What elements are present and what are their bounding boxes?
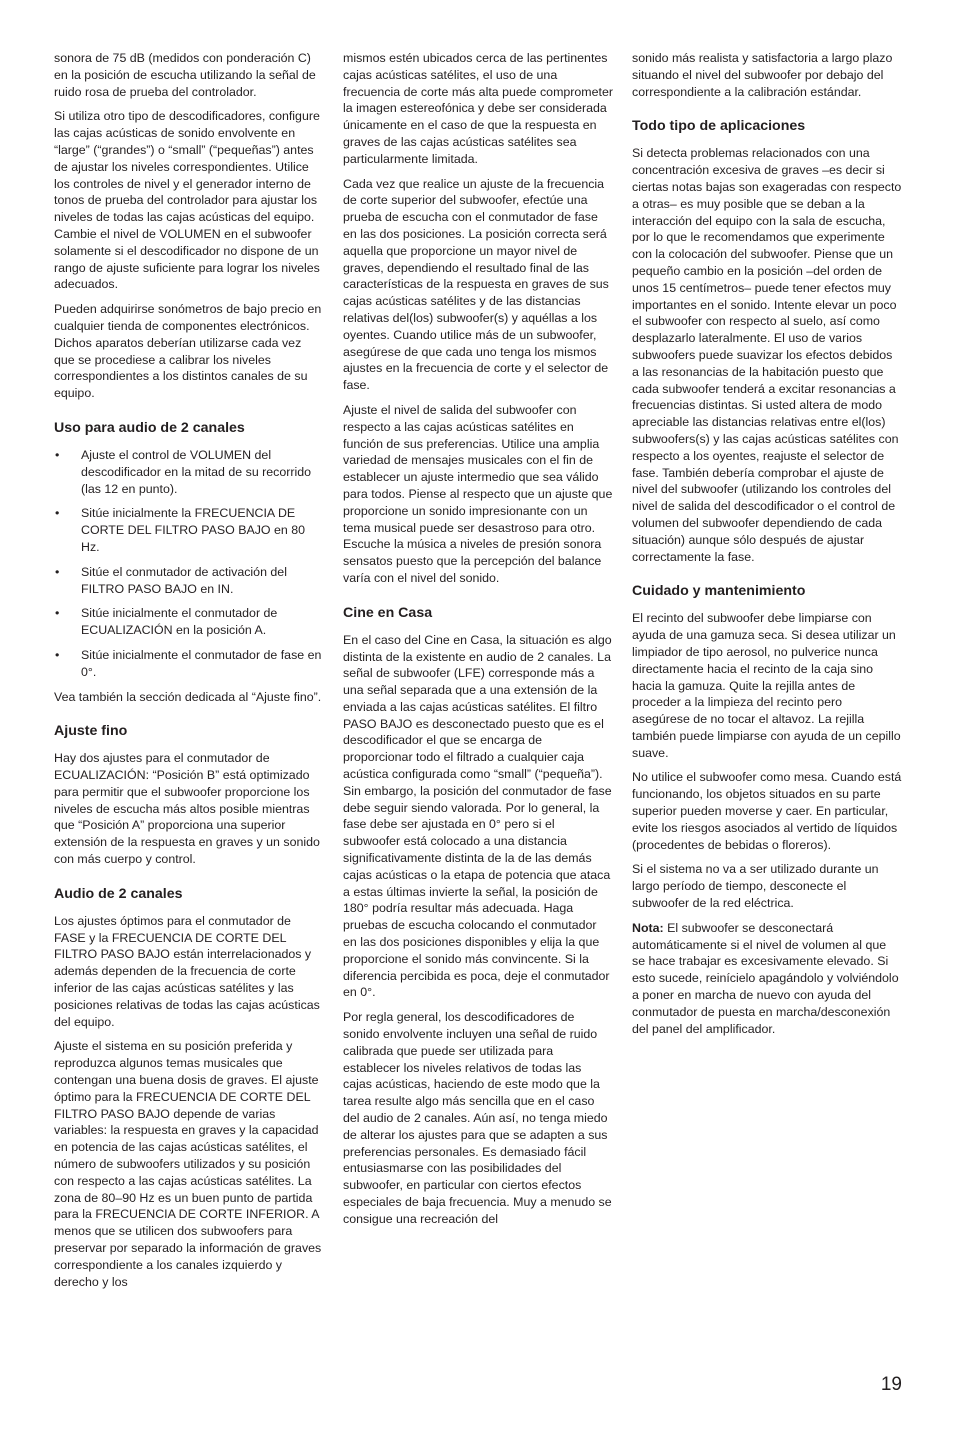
list-item: [54, 605, 324, 639]
paragraph: Ajuste el sistema en su posición preferida y reproduzca algunos temas musicales que contengan una buena dosis de graves. El ajuste óptimo para la FRECUENCIA DE CORTE DEL FILTRO PASO BAJO depende de varias variables: la respuesta en graves y la capacidad en potencia de las cajas acústicas satélites, el número de subwoofers utilizados y su posición con respecto a las cajas acústicas satélites. La zona de 80–90 Hz es un buen punto de partida para la FRECUENCIA DE CORTE INFERIOR. A menos que se utilicen dos subwoofers para preservar por separado la información de graves correspondiente a los canales izquierdo y derecho y los: [54, 1039, 322, 1289]
column-3: [632, 50, 902, 1045]
list-item-text: Sitúe el conmutador de activación del FILTRO PASO BAJO en IN.: [81, 564, 287, 596]
heading-audio-2-canales: Audio de 2 canales: [54, 885, 183, 902]
nota-text: El subwoofer se desconectará automáticamente si el nivel de volumen al que se hace trabajar es excesivamente elevado. Si esto sucede, reinícielo apagándolo y volviéndolo a poner en marcha de nuevo con ayuda del conmutador de puesta en marcha/desconexión del panel del amplificador.: [632, 920, 899, 1036]
paragraph: Vea también la sección dedicada al “Ajuste fino”.: [54, 689, 322, 704]
list-item-text: Sitúe inicialmente la FRECUENCIA DE CORTE DEL FILTRO PASO BAJO en 80 Hz.: [81, 506, 306, 554]
heading-cine-en-casa: Cine en Casa: [343, 604, 433, 621]
column-1: [54, 50, 324, 1298]
heading-cuidado-mantenimiento: Cuidado y mantenimiento: [632, 583, 806, 600]
paragraph: sonora de 75 dB (medidos con ponderación C) en la posición de escucha utilizando la señal de ruido rosa de prueba del controlador.: [54, 51, 316, 99]
paragraph: Los ajustes óptimos para el conmutador de FASE y la FRECUENCIA DE CORTE DEL FILTRO PASO BAJO están interrelacionados y además dependen de la frecuencia de corte inferior de las cajas acústicas satélites y las posiciones relativas de todas las cajas acústicas del equipo.: [54, 913, 320, 1029]
list-item-text: Sitúe inicialmente el conmutador de ECUALIZACIÓN en la posición A.: [81, 606, 278, 638]
bullet-icon: •: [55, 564, 60, 579]
bullet-icon: •: [55, 647, 60, 662]
list-item-text: Ajuste el control de VOLUMEN del descodificador en la mitad de su recorrido (las 12 en punto).: [81, 447, 312, 496]
paragraph: Pueden adquirirse sonómetros de bajo precio en cualquier tienda de componentes electrónicos. Dichos aparatos deberían utilizarse cada vez que se procediese a calibrar los niveles correspondientes a los distintos canales de su equipo.: [54, 302, 322, 401]
list-item-text: Sitúe inicialmente el conmutador de fase en 0°.: [81, 647, 322, 679]
bullet-icon: •: [55, 506, 60, 521]
paragraph: No utilice el subwoofer como mesa. Cuando está funcionando, los objetos situados en su parte superior pueden moverse y caer. En particular, evite los riesgos asociados al vertido de líquidos (procedentes de bebidas o floreros).: [632, 770, 902, 852]
paragraph: En el caso del Cine en Casa, la situación es algo distinta de la existente en audio de 2 canales. La señal de subwoofer (LFE) corresponde más a una señal separada que a una extensión de la enviada a las cajas acústicas satélites. El filtro PASO BAJO es desconectado puesto que es el descodificador el que se encarga de proporcionar todo el filtrado a cualquier caja acústica configurada como “small” (“pequeña”). Sin embargo, la posición del conmutador de fase debe seguir siendo valorada. Por lo general, la fase debe ser ajustada en 0° pero si el subwoofer está colocado a una distancia significativamente distinta de la de las demás cajas acústicas o la etapa de potencia que ataca a estas últimas invierte la señal, la posición de 180° podría resultar más adecuada. Haga pruebas de escucha colocando el conmutador en las dos posiciones disponibles y elija la que proporcione el sonido más convincente. Si la diferencia percibida es poca, deje el conmutador en 0°.: [343, 632, 612, 1000]
bullet-list: [54, 447, 324, 681]
paragraph: mismos estén ubicados cerca de las pertinentes cajas acústicas satélites, el uso de una frecuencia de corte más alta puede comprometer la imagen estereofónica y debe ser considerada únicamente en el caso de que la respuesta en graves de las cajas acústicas satélites sea particularmente limitada.: [343, 51, 613, 166]
list-item: [54, 447, 324, 497]
paragraph: sonido más realista y satisfactoria a largo plazo situando el nivel del subwoofer por debajo del correspondiente a la calibración estándar.: [632, 51, 893, 99]
paragraph: Si utiliza otro tipo de descodificadores, configure las cajas acústicas de sonido envolvente en “large” (“grandes”) o “small” (“pequeñas”) antes de ajustar los niveles correspondientes. Utilice los controles de nivel y el generador interno de tonos de prueba del controlador para ajustar los niveles de todas las cajas acústicas del equipo. Cambie el nivel de VOLUMEN en el subwoofer solamente si el descodificador no dispone de un rango de ajuste suficiente para lograr los niveles adecuados.: [54, 109, 320, 292]
paragraph: El recinto del subwoofer debe limpiarse con ayuda de una gamuza seca. Si desea utilizar un limpiador de tipo aerosol, no pulverice nunca directamente hacia el recinto de la caja sino hacia la gamuza. Quite la rejilla antes de proceder a la limpieza del recinto pero asegúrese de no tocar el altavoz. La rejilla también puede limpiarse con ayuda de un cepillo suave.: [632, 611, 901, 760]
paragraph: Ajuste el nivel de salida del subwoofer con respecto a las cajas acústicas satélites en función de sus preferencias. Utilice una amplia variedad de mensajes musicales con el fin de establecer un ajuste intermedio que sea válido para todos. Piense al respecto que un ajuste que proporcione un sonido impresionante con un tema musical puede ser desastroso para otro. Escuche la música a niveles de presión sonora sensatos puesto que la percepción del balance varía con el nivel del sonido.: [343, 402, 613, 585]
list-item: [54, 505, 324, 555]
heading-ajuste-fino: Ajuste fino: [54, 723, 128, 740]
nota-label: Nota:: [632, 920, 664, 935]
bullet-icon: •: [55, 447, 60, 462]
list-item: [54, 564, 324, 598]
bullet-icon: •: [55, 606, 60, 621]
paragraph: Por regla general, los descodificadores de sonido envolvente incluyen una señal de ruido calibrada que puede ser utilizada para establecer los niveles relativos de todas las cajas acústicas, haciendo de este modo que la tarea resulte algo más sencilla que en el caso del audio de 2 canales. Aún así, no tenga miedo de alterar los ajustes para que se adapten a sus preferencias personales. Es demasiado fácil entusiasmarse con las posibilidades del subwoofer, en particular con ciertos efectos especiales de baja frecuencia. Muy a menudo se consigue una recreación del: [343, 1010, 612, 1226]
heading-uso-audio-2-canales: Uso para audio de 2 canales: [54, 419, 245, 436]
column-2: [343, 50, 613, 1236]
paragraph: Hay dos ajustes para el conmutador de ECUALIZACIÓN: “Posición B” está optimizado para permitir que el subwoofer proporcione los niveles de escucha más altos posible mientras que “Posición A” proporciona una superior extensión de la respuesta en graves y un sonido con más cuerpo y control.: [54, 751, 320, 867]
paragraph: Cada vez que realice un ajuste de la frecuencia de corte superior del subwoofer, efectúe una prueba de escucha con el conmutador de fase en las dos posiciones. La posición correcta será aquella que proporcione un mayor nivel de graves, dependiendo el resultado final de las características de la respuesta en graves de sus cajas acústicas satélites y de las distancias relativas del(los) subwoofer(s) y aquéllas a los oyentes. Cuando utilice más de un subwoofer, asegúrese de que cada uno tenga los mismos ajustes en la frecuencia de corte y el selector de fase.: [343, 176, 609, 393]
paragraph: Si el sistema no va a ser utilizado durante un largo período de tiempo, desconecte el subwoofer de la red eléctrica.: [632, 862, 879, 911]
heading-todo-tipo-aplicaciones: Todo tipo de aplicaciones: [632, 118, 806, 135]
nota-paragraph: [632, 920, 902, 1038]
page-number: 19: [880, 1374, 902, 1395]
paragraph: Si detecta problemas relacionados con una concentración excesiva de graves –es decir si ciertas notas bajas son exageradas con respecto a otras– es muy posible que se deban a la interacción del equipo con la sala de escucha, por lo que le recomendamos que experimente con la colocación del subwoofer. Piense que un pequeño cambio en la posición –del orden de unos 15 centímetros– puede tener efectos muy importantes en el sonido. Intente elevar un poco el subwoofer con respecto al suelo, así como desplazarlo lateralmente. El uso de varios subwoofers puede suavizar los efectos debidos a las resonancias de la habitación puesto que cada subwoofer tenderá a excitar resonancias a frecuencias distintas. Si usted altera de modo apreciable las distancias relativas entre el(los) subwoofers(s) y las cajas acústicas satélites con respecto a los oyentes, reajuste el selector de fase. También debería comprobar el ajuste de nivel del subwoofer (utilizando los controles del nivel de salida del descodificador o el control de volumen del subwoofer dependiendo de cada situación) aunque sólo después de ajustar correctamente la fase.: [632, 146, 902, 564]
list-item: [54, 647, 324, 681]
